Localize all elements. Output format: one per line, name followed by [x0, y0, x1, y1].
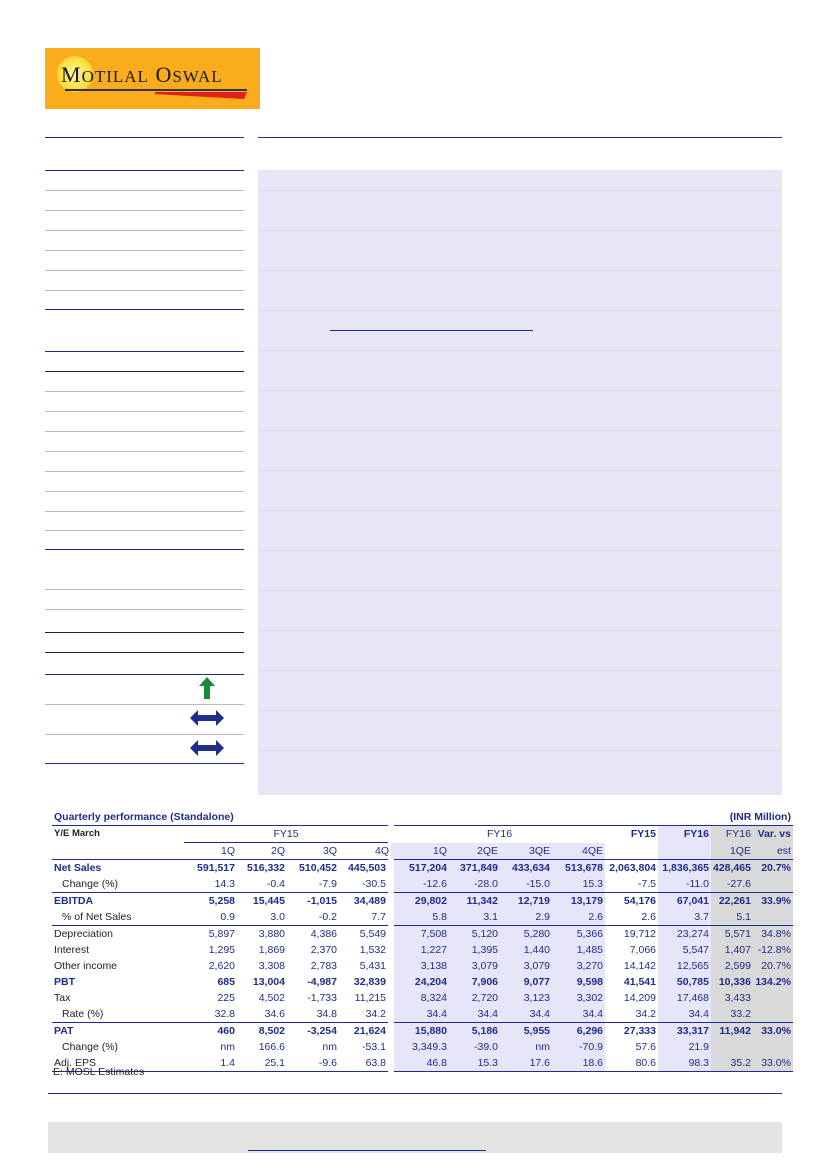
table-cell: 34.4 — [552, 1006, 605, 1023]
table-cell: 9,598 — [552, 974, 605, 990]
row-label: Depreciation — [52, 926, 184, 943]
table-cell: 5,571 — [711, 926, 753, 943]
table-cell: 433,634 — [500, 860, 552, 877]
table-cell: 33.0% — [753, 1023, 793, 1040]
row-label: Other income — [54, 960, 118, 972]
col-est: FY16 — [711, 826, 753, 843]
table-cell: 516,332 — [237, 860, 287, 877]
table-cell — [753, 876, 793, 893]
table-cell: 23,274 — [658, 926, 711, 943]
table-cell: 34.4 — [391, 1006, 449, 1023]
table-row — [52, 974, 793, 990]
table-cell: 7,066 — [629, 944, 656, 956]
table-cell: 5,955 — [500, 1023, 552, 1040]
quarter-header: 3Q — [287, 843, 339, 860]
row-label: % of Net Sales — [62, 911, 132, 923]
col-fy16-sub — [658, 843, 711, 860]
table-cell: -0.2 — [318, 911, 337, 923]
footnote: E: MOSL Estimates — [53, 1066, 145, 1078]
table-cell: 3,349.3 — [391, 1039, 449, 1055]
table-cell: 5,186 — [449, 1023, 500, 1040]
table-cell: 3,880 — [237, 926, 287, 943]
divider — [48, 1093, 782, 1094]
table-cell: 21.9 — [658, 1039, 711, 1055]
table-cell: 3,138 — [391, 958, 449, 974]
table-cell: 1,227 — [391, 942, 449, 958]
table-cell: 15.3 — [552, 876, 605, 893]
table-cell: 1,532 — [359, 944, 386, 956]
table-cell: 2,370 — [310, 944, 337, 956]
table-cell: -15.0 — [500, 876, 552, 893]
table-cell — [753, 1039, 793, 1055]
table-cell: 34.4 — [658, 1006, 711, 1023]
table-cell: 15,880 — [391, 1023, 449, 1040]
table-cell: 13,004 — [252, 976, 285, 988]
table-cell: 7,508 — [391, 926, 449, 943]
table-row — [52, 1006, 793, 1023]
table-row — [52, 876, 793, 893]
table-cell: 15.3 — [449, 1055, 500, 1072]
table-cell: 225 — [217, 992, 235, 1004]
table-cell: 34.8% — [753, 926, 793, 943]
col-fy15: FY15 — [605, 826, 658, 843]
table-cell: 1,395 — [449, 942, 500, 958]
table-cell: 11,942 — [711, 1023, 753, 1040]
table-cell: 513,678 — [552, 860, 605, 877]
table-cell: 3,302 — [552, 990, 605, 1006]
table-cell: 3,123 — [500, 990, 552, 1006]
table-cell: 17,468 — [658, 990, 711, 1006]
table-cell: -9.6 — [287, 1055, 339, 1072]
table-cell: 46.8 — [391, 1055, 449, 1072]
table-cell: 460 — [184, 1023, 237, 1040]
table-cell: nm — [220, 1041, 235, 1053]
table-cell: 5.1 — [711, 909, 753, 926]
row-label: Change (%) — [62, 878, 119, 890]
arrow-up-icon — [199, 677, 215, 699]
table-cell: 54,176 — [605, 893, 658, 910]
table-cell: 1,869 — [258, 944, 285, 956]
col-fy15-sub — [605, 843, 658, 860]
table-cell: 7.7 — [371, 911, 386, 923]
table-cell: 32.8 — [214, 1008, 235, 1020]
table-cell: 1,295 — [208, 944, 235, 956]
table-cell: 2,720 — [449, 990, 500, 1006]
quarter-header: 1Q — [184, 843, 237, 860]
table-row — [52, 1023, 793, 1040]
table-row — [52, 926, 793, 943]
table-cell: 3.1 — [449, 909, 500, 926]
quarter-header: 2Q — [237, 843, 287, 860]
quarter-header: 4QE — [552, 843, 605, 860]
col-var-sub: est — [753, 843, 793, 860]
group-fy16: FY16 — [391, 826, 605, 843]
quarter-header: 3QE — [500, 843, 552, 860]
table-cell: 34.2 — [365, 1008, 386, 1020]
table-cell: 8,502 — [237, 1023, 287, 1040]
table-cell: 591,517 — [184, 860, 237, 877]
table-cell: -12.6 — [391, 876, 449, 893]
table-cell: -3,254 — [287, 1023, 339, 1040]
table-cell: 445,503 — [339, 860, 391, 877]
table-cell: 7,906 — [449, 974, 500, 990]
table-cell: nm — [500, 1039, 552, 1055]
table-cell: -4,987 — [307, 976, 337, 988]
table-cell: 24,204 — [391, 974, 449, 990]
table-cell: 29,802 — [391, 893, 449, 910]
table-cell: 4,386 — [287, 926, 339, 943]
table-cell: 2.9 — [500, 909, 552, 926]
table-cell: 13,179 — [552, 893, 605, 910]
table-cell: 2.6 — [641, 911, 656, 923]
table-cell: 3,270 — [552, 958, 605, 974]
table-cell: 15,445 — [237, 893, 287, 910]
table-cell: 0.9 — [220, 911, 235, 923]
table-cell: 34.6 — [264, 1008, 285, 1020]
quarter-header: 4Q — [339, 843, 391, 860]
table-cell: 33,317 — [658, 1023, 711, 1040]
table-cell: 2,620 — [208, 960, 235, 972]
table-cell: 5,258 — [184, 893, 237, 910]
table-row — [52, 909, 793, 926]
table-cell: 33.9% — [753, 893, 793, 910]
footer-band — [48, 1122, 782, 1153]
table-cell: 63.8 — [339, 1055, 391, 1072]
col-est-sub: 1QE — [711, 843, 753, 860]
table-cell: -11.0 — [658, 876, 711, 893]
table-row — [52, 958, 793, 974]
table-cell: 34.4 — [500, 1006, 552, 1023]
table-cell: 5,280 — [500, 926, 552, 943]
table-cell — [711, 1039, 753, 1055]
table-cell: 33.0% — [753, 1055, 793, 1072]
table-cell: 1,407 — [711, 942, 753, 958]
company-logo: MOTILAL OSWAL — [45, 48, 260, 109]
table-cell: 3,079 — [449, 958, 500, 974]
row-label: Interest — [54, 944, 90, 956]
table-cell: 35.2 — [711, 1055, 753, 1072]
table-cell: -70.9 — [552, 1039, 605, 1055]
table-cell: 80.6 — [605, 1055, 658, 1072]
row-label: Net Sales — [52, 860, 184, 877]
table-cell: 371,849 — [449, 860, 500, 877]
table-cell: 3,433 — [711, 990, 753, 1006]
table-cell: 12,565 — [658, 958, 711, 974]
table-cell: 3,308 — [258, 960, 285, 972]
table-cell: 57.6 — [635, 1041, 656, 1053]
table-cell: 25.1 — [237, 1055, 287, 1072]
table-row — [52, 990, 793, 1006]
table-cell: 2,599 — [711, 958, 753, 974]
group-fy15: FY15 — [184, 826, 391, 843]
quarter-header: 2QE — [449, 843, 500, 860]
table-cell: 3.7 — [658, 909, 711, 926]
table-cell: -28.0 — [449, 876, 500, 893]
table-cell: -30.5 — [362, 878, 386, 890]
table-cell: -12.8% — [753, 942, 793, 958]
table-cell: -27.6 — [711, 876, 753, 893]
table-cell: 22,261 — [711, 893, 753, 910]
table-cell: 5,366 — [552, 926, 605, 943]
table-cell: 4,502 — [258, 992, 285, 1004]
row-label: Change (%) — [62, 1041, 119, 1053]
table-cell: 5,547 — [658, 942, 711, 958]
table-cell: 20.7% — [753, 958, 793, 974]
table-cell: 3,079 — [500, 958, 552, 974]
table-cell: 34.8 — [316, 1008, 337, 1020]
table-row — [52, 1055, 793, 1072]
table-title: Quarterly performance (Standalone) — [54, 811, 234, 823]
table-cell: 17.6 — [500, 1055, 552, 1072]
table-cell — [753, 990, 793, 1006]
table-row — [52, 893, 793, 910]
table-cell: 166.6 — [258, 1041, 285, 1053]
table-cell: 6,296 — [552, 1023, 605, 1040]
table-cell: 685 — [217, 976, 235, 988]
quarter-header: 1Q — [391, 843, 449, 860]
table-cell: 1,485 — [552, 942, 605, 958]
table-cell: 5,549 — [339, 926, 391, 943]
content-panel — [258, 170, 782, 795]
row-label: PAT — [52, 1023, 184, 1040]
divider — [45, 137, 244, 138]
quarterly-performance-table — [52, 809, 793, 1072]
table-cell: 8,324 — [391, 990, 449, 1006]
table-cell: 50,785 — [658, 974, 711, 990]
divider — [258, 137, 782, 138]
table-cell: 1,440 — [500, 942, 552, 958]
table-row — [52, 860, 793, 877]
table-cell: 11,215 — [354, 992, 386, 1004]
table-cell: 1.4 — [184, 1055, 237, 1072]
table-cell: 14,142 — [623, 960, 656, 972]
col-var: Var. vs — [753, 826, 793, 843]
table-cell: 10,336 — [711, 974, 753, 990]
row-label: EBITDA — [52, 893, 184, 910]
table-cell: 9,077 — [500, 974, 552, 990]
table-cell: 41,541 — [623, 976, 656, 988]
table-cell: 32,839 — [353, 976, 386, 988]
col-fy16: FY16 — [658, 826, 711, 843]
table-cell: 14.3 — [214, 878, 235, 890]
table-cell: 20.7% — [753, 860, 793, 877]
table-cell: 11,342 — [449, 893, 500, 910]
table-cell: 67,041 — [658, 893, 711, 910]
table-cell: 34.4 — [449, 1006, 500, 1023]
table-cell: 21,624 — [339, 1023, 391, 1040]
table-cell: 5,120 — [449, 926, 500, 943]
arrow-left-right-icon — [190, 740, 224, 756]
table-cell: 517,204 — [391, 860, 449, 877]
table-cell: 2,063,804 — [605, 860, 658, 877]
row-label: PBT — [54, 976, 75, 988]
table-cell: -7.5 — [637, 878, 656, 890]
table-cell: -7.9 — [318, 878, 337, 890]
row-label: Tax — [54, 992, 71, 1004]
row-label: Adj. EPS — [52, 1055, 184, 1072]
row-label: Rate (%) — [62, 1008, 104, 1020]
table-cell: -53.1 — [362, 1041, 386, 1053]
table-cell: 27,333 — [605, 1023, 658, 1040]
table-cell: -1,733 — [307, 992, 337, 1004]
arrow-left-right-icon — [190, 710, 224, 726]
table-cell: 5,431 — [359, 960, 386, 972]
table-cell: 134.2% — [753, 974, 793, 990]
table-cell: 34.2 — [635, 1008, 656, 1020]
table-cell: 2,783 — [310, 960, 337, 972]
table-cell: 5.8 — [391, 909, 449, 926]
table-cell: 3.0 — [270, 911, 285, 923]
table-cell — [753, 909, 793, 926]
table-row — [52, 942, 793, 958]
table-cell: 98.3 — [658, 1055, 711, 1072]
table-cell: 1,836,365 — [658, 860, 711, 877]
table-cell: 19,712 — [605, 926, 658, 943]
table-cell: 2.6 — [552, 909, 605, 926]
table-cell: 33.2 — [711, 1006, 753, 1023]
table-cell: 510,452 — [287, 860, 339, 877]
table-cell: -1,015 — [287, 893, 339, 910]
table-cell: 12,719 — [500, 893, 552, 910]
table-cell: -39.0 — [449, 1039, 500, 1055]
unit-label: (INR Million) — [729, 811, 791, 823]
footer-link-underline[interactable] — [248, 1150, 486, 1151]
table-cell: 428,465 — [711, 860, 753, 877]
table-cell: -0.4 — [266, 878, 285, 890]
table-cell: 5,897 — [184, 926, 237, 943]
hyperlink-underline[interactable] — [330, 330, 533, 331]
table-row — [52, 1039, 793, 1055]
ye-label: Y/E March — [52, 826, 184, 843]
table-cell — [753, 1006, 793, 1023]
table-cell: 34,489 — [339, 893, 391, 910]
table-cell: nm — [322, 1041, 337, 1053]
table-cell: 18.6 — [552, 1055, 605, 1072]
table-cell: 14,209 — [623, 992, 656, 1004]
